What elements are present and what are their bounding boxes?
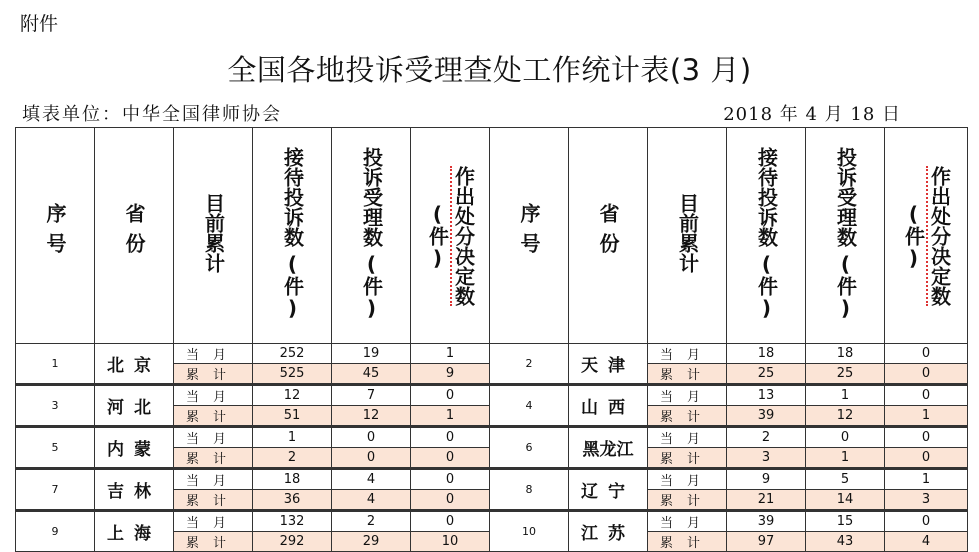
- value-cell: 4: [332, 490, 411, 511]
- value-cell: 15: [806, 511, 885, 532]
- value-cell: 5: [806, 469, 885, 490]
- value-cell: 0: [411, 511, 490, 532]
- value-cell: 51: [253, 406, 332, 427]
- value-cell: 0: [885, 448, 968, 469]
- value-cell: 9: [727, 469, 806, 490]
- value-cell: 12: [253, 385, 332, 406]
- attachment-label: 附件: [20, 13, 59, 35]
- filing-unit: 填表单位：中华全国律师协会: [22, 104, 282, 125]
- province-cell: 辽宁: [569, 469, 648, 511]
- period-label-cumulative: 累计: [174, 448, 253, 469]
- value-cell: 13: [727, 385, 806, 406]
- header-seq-2: 序号: [490, 128, 569, 344]
- header-accepted-2: 投诉受理数 (件): [806, 128, 885, 344]
- period-label-month: 当月: [648, 344, 727, 364]
- value-cell: 1: [806, 448, 885, 469]
- period-label-cumulative: 累计: [174, 406, 253, 427]
- period-label-cumulative: 累计: [648, 364, 727, 385]
- table-row-month: [16, 511, 968, 532]
- header-province: 省份: [95, 128, 174, 344]
- table-row-month: [16, 427, 968, 448]
- province-cell: 内蒙: [95, 427, 174, 469]
- value-cell: 4: [332, 469, 411, 490]
- period-label-cumulative: 累计: [648, 490, 727, 511]
- province-cell: 河北: [95, 385, 174, 427]
- seq-cell: 6: [490, 427, 569, 469]
- period-label-month: 当月: [174, 427, 253, 448]
- value-cell: 21: [727, 490, 806, 511]
- seq-cell: 4: [490, 385, 569, 427]
- value-cell: 1: [885, 469, 968, 490]
- province-cell: 山西: [569, 385, 648, 427]
- value-cell: 3: [885, 490, 968, 511]
- seq-cell: 2: [490, 344, 569, 385]
- value-cell: 18: [727, 344, 806, 364]
- value-cell: 0: [885, 344, 968, 364]
- report-date: 2018 年 4 月 18 日: [723, 104, 901, 125]
- period-label-cumulative: 累计: [648, 406, 727, 427]
- table-row-month: [16, 469, 968, 490]
- value-cell: 0: [885, 511, 968, 532]
- header-received-2: 接待投诉数 (件): [727, 128, 806, 344]
- period-label-month: 当月: [174, 469, 253, 490]
- value-cell: 252: [253, 344, 332, 364]
- value-cell: 132: [253, 511, 332, 532]
- value-cell: 0: [411, 469, 490, 490]
- province-cell: 黑龙江: [569, 427, 648, 469]
- value-cell: 2: [332, 511, 411, 532]
- value-cell: 0: [885, 427, 968, 448]
- value-cell: 1: [411, 344, 490, 364]
- period-label-month: 当月: [174, 511, 253, 532]
- province-cell: 吉林: [95, 469, 174, 511]
- value-cell: 2: [727, 427, 806, 448]
- header-decided-2: 作出处分决定数 (件): [885, 128, 968, 344]
- statistics-table: [15, 127, 968, 552]
- value-cell: 19: [332, 344, 411, 364]
- value-cell: 18: [253, 469, 332, 490]
- value-cell: 0: [885, 385, 968, 406]
- province-cell: 上海: [95, 511, 174, 552]
- header-decided: 作出处分决定数 (件): [411, 128, 490, 344]
- value-cell: 1: [411, 406, 490, 427]
- period-label-cumulative: 累计: [174, 490, 253, 511]
- value-cell: 3: [727, 448, 806, 469]
- seq-cell: 5: [16, 427, 95, 469]
- period-label-cumulative: 累计: [174, 532, 253, 552]
- value-cell: 525: [253, 364, 332, 385]
- value-cell: 1: [806, 385, 885, 406]
- value-cell: 45: [332, 364, 411, 385]
- value-cell: 18: [806, 344, 885, 364]
- value-cell: 0: [411, 385, 490, 406]
- value-cell: 1: [253, 427, 332, 448]
- value-cell: 12: [332, 406, 411, 427]
- value-cell: 0: [806, 427, 885, 448]
- value-cell: 25: [727, 364, 806, 385]
- period-label-cumulative: 累计: [174, 364, 253, 385]
- value-cell: 12: [806, 406, 885, 427]
- seq-cell: 9: [16, 511, 95, 552]
- page-title: 全国各地投诉受理查处工作统计表(3 月): [227, 53, 752, 87]
- value-cell: 292: [253, 532, 332, 552]
- value-cell: 43: [806, 532, 885, 552]
- period-label-month: 当月: [174, 344, 253, 364]
- period-label-month: 当月: [648, 385, 727, 406]
- value-cell: 36: [253, 490, 332, 511]
- value-cell: 39: [727, 406, 806, 427]
- header-seq: 序号: [16, 128, 95, 344]
- province-cell: 北京: [95, 344, 174, 385]
- value-cell: 25: [806, 364, 885, 385]
- table-row-month: [16, 344, 968, 364]
- header-period-2: 目前累计: [648, 128, 727, 344]
- header-period: 目前累计: [174, 128, 253, 344]
- value-cell: 7: [332, 385, 411, 406]
- table-row-month: [16, 385, 968, 406]
- province-cell: 天津: [569, 344, 648, 385]
- period-label-cumulative: 累计: [648, 532, 727, 552]
- value-cell: 10: [411, 532, 490, 552]
- period-label-cumulative: 累计: [648, 448, 727, 469]
- seq-cell: 7: [16, 469, 95, 511]
- value-cell: 0: [411, 490, 490, 511]
- table-header-row: [16, 128, 968, 344]
- seq-cell: 3: [16, 385, 95, 427]
- value-cell: 1: [885, 406, 968, 427]
- value-cell: 9: [411, 364, 490, 385]
- seq-cell: 10: [490, 511, 569, 552]
- province-cell: 江苏: [569, 511, 648, 552]
- value-cell: 4: [885, 532, 968, 552]
- period-label-month: 当月: [648, 511, 727, 532]
- value-cell: 0: [332, 448, 411, 469]
- period-label-month: 当月: [648, 469, 727, 490]
- period-label-month: 当月: [648, 427, 727, 448]
- header-accepted: 投诉受理数 (件): [332, 128, 411, 344]
- value-cell: 0: [411, 448, 490, 469]
- value-cell: 97: [727, 532, 806, 552]
- header-received: 接待投诉数 (件): [253, 128, 332, 344]
- value-cell: 0: [885, 364, 968, 385]
- seq-cell: 1: [16, 344, 95, 385]
- value-cell: 29: [332, 532, 411, 552]
- seq-cell: 8: [490, 469, 569, 511]
- header-province-2: 省份: [569, 128, 648, 344]
- period-label-month: 当月: [174, 385, 253, 406]
- value-cell: 0: [411, 427, 490, 448]
- value-cell: 39: [727, 511, 806, 532]
- value-cell: 0: [332, 427, 411, 448]
- value-cell: 14: [806, 490, 885, 511]
- value-cell: 2: [253, 448, 332, 469]
